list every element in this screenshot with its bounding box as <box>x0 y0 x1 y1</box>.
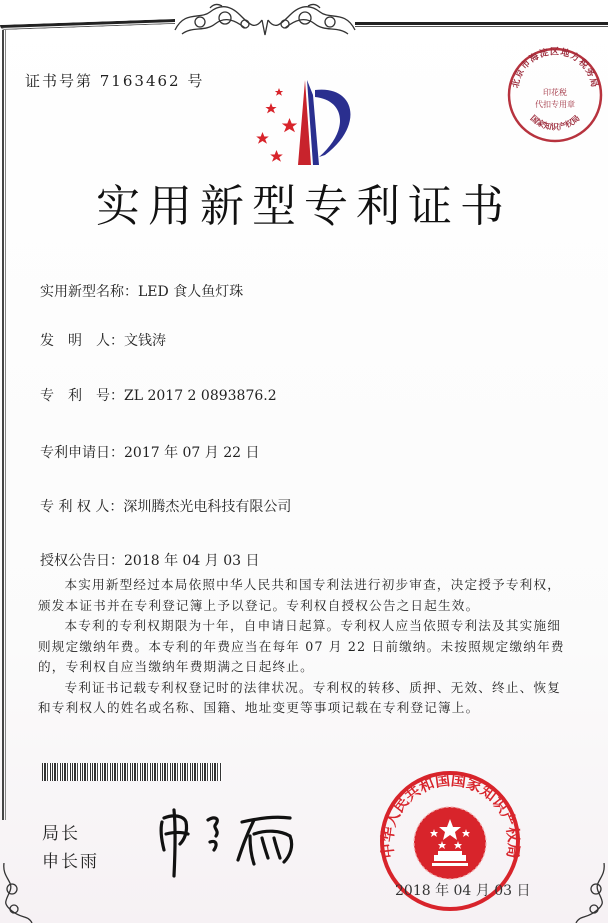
signatory-title: 局长 <box>42 824 80 844</box>
barcode <box>42 763 222 781</box>
svg-text:国家知识产权局 <box>529 113 582 132</box>
dragon-ornament-icon <box>170 0 360 42</box>
tax-stamp-seal <box>505 45 605 145</box>
body-paragraph: 本专利的专利权期限为十年，自申请日起算。专利权人应当依照专利法及其实施细则规定缴纳年费。本专利的年费应当在每年 07 月 22 日前缴纳。未按照规定缴纳年费的，专利权自应当缴纳年费期满之日起终止。 <box>38 618 565 674</box>
field-patent-number <box>40 385 277 405</box>
certificate-body <box>38 575 573 719</box>
field-label: 专利申请日： <box>40 445 124 461</box>
field-application-date <box>40 442 260 462</box>
tax-stamp-bottom-text: 国家知识产权局 <box>528 112 582 132</box>
field-value: 2018 年 04 月 03 日 <box>124 553 260 569</box>
svg-text:北京市海淀区地方税务局 <box>509 45 600 89</box>
field-label: 专 利 号： <box>40 388 124 404</box>
signatory-name: 申长雨 <box>42 852 99 872</box>
field-label: 发 明 人： <box>40 333 124 349</box>
field-value: 2017 年 07 月 22 日 <box>124 445 260 461</box>
field-label: 实用新型名称： <box>40 284 138 300</box>
tax-stamp-center-line1: 印花税 <box>543 88 567 97</box>
field-utility-model-name <box>40 281 243 301</box>
field-value: ZL 2017 2 0893876.2 <box>124 388 277 404</box>
certificate-number: 证书号第 7163462 号 <box>25 72 205 90</box>
corner-ornament-icon <box>0 863 36 923</box>
corner-ornament-icon <box>572 863 608 923</box>
tax-stamp-center-line2: 代扣专用章 <box>535 100 575 109</box>
certificate-title: 实用新型专利证书 <box>96 181 512 232</box>
tax-stamp-ring-text: 北京市海淀区地方税务局 <box>510 47 600 90</box>
cnipa-logo-icon <box>255 75 365 175</box>
field-value: LED 食人鱼灯珠 <box>138 284 244 300</box>
field-inventor <box>40 330 166 350</box>
top-border-left <box>0 19 175 30</box>
seal-date: 2018 年 04 月 03 日 <box>395 883 531 899</box>
field-grant-announcement-date <box>40 550 260 570</box>
field-patentee <box>40 496 291 516</box>
body-paragraph: 本实用新型经过本局依照中华人民共和国专利法进行初步审查，决定授予专利权，颁发本证书并在专利登记簿上予以登记。专利权自授权公告之日起生效。 <box>38 577 562 613</box>
signature-icon <box>150 800 320 880</box>
field-value: 深圳腾杰光电科技有限公司 <box>123 499 292 515</box>
field-value: 文钱涛 <box>124 333 166 349</box>
field-label: 授权公告日： <box>40 553 124 569</box>
seal-ring-text: 中华人民共和国国家知识产权局 <box>378 770 523 860</box>
field-label: 专 利 权 人： <box>40 499 124 515</box>
left-border <box>2 30 6 820</box>
top-border-right <box>355 22 608 27</box>
body-paragraph: 专利证书记载专利权登记时的法律状况。专利权的转移、质押、无效、终止、恢复和专利权人的姓名或名称、国籍、地址变更等事项记载在专利登记簿上。 <box>38 679 562 715</box>
